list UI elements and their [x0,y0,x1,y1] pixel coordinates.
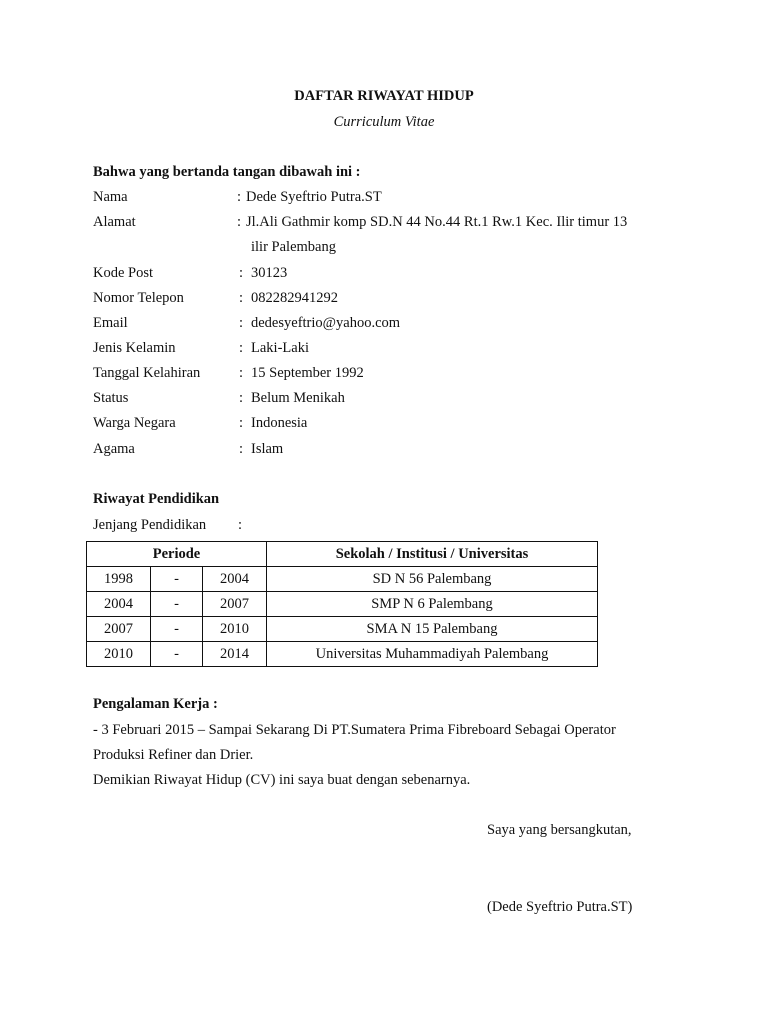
period-end: 2007 [203,592,267,617]
field-sep-nama: : [237,189,242,205]
field-sep-agama: : [239,441,244,457]
period-start: 2010 [87,642,151,667]
field-label-alamat: Alamat [93,214,136,230]
education-level-sep: : [238,517,243,533]
field-sep-email: : [239,315,244,331]
closing-statement: Demikian Riwayat Hidup (CV) ini saya buat dengan sebenarnya. [93,772,471,788]
field-value-nama: Dede Syeftrio Putra.ST [246,189,382,205]
table-row [87,642,598,667]
field-label-warga-negara: Warga Negara [93,415,176,431]
document-title: DAFTAR RIWAYAT HIDUP [294,88,474,104]
education-level-label: Jenjang Pendidikan [93,517,207,533]
signature-label: Saya yang bersangkutan, [487,822,632,838]
period-start: 2004 [87,592,151,617]
field-label-kode-post: Kode Post [93,265,154,281]
experience-line-1: - 3 Februari 2015 – Sampai Sekarang Di PT.Sumatera Prima Fibreboard Sebagai Operator [93,722,616,738]
field-label-tanggal-kelahiran: Tanggal Kelahiran [93,365,201,381]
field-value-nomor-telepon: 082282941292 [251,290,338,306]
signature-name: (Dede Syeftrio Putra.ST) [487,899,633,915]
field-value-agama: Islam [251,441,284,457]
column-header-school: Sekolah / Institusi / Universitas [267,542,598,567]
field-value-alamat-line2: ilir Palembang [251,239,336,255]
field-value-warga-negara: Indonesia [251,415,308,431]
experience-line-2: Produksi Refiner dan Drier. [93,747,254,763]
table-row [87,592,598,617]
column-header-periode: Periode [87,542,267,567]
field-label-nomor-telepon: Nomor Telepon [93,290,184,306]
education-heading: Riwayat Pendidikan [93,491,220,507]
field-label-jenis-kelamin: Jenis Kelamin [93,340,176,356]
period-dash: - [151,592,203,617]
document-subtitle: Curriculum Vitae [333,114,435,130]
field-label-email: Email [93,315,128,331]
field-sep-nomor-telepon: : [239,290,244,306]
school-name: SD N 56 Palembang [267,567,598,592]
field-sep-tanggal-kelahiran: : [239,365,244,381]
field-sep-warga-negara: : [239,415,244,431]
field-value-jenis-kelamin: Laki-Laki [251,340,309,356]
table-row [87,617,598,642]
period-end: 2010 [203,617,267,642]
experience-heading: Pengalaman Kerja : [93,696,218,712]
field-value-tanggal-kelahiran: 15 September 1992 [251,365,364,381]
period-dash: - [151,617,203,642]
education-table-header [87,542,598,567]
school-name: SMP N 6 Palembang [267,592,598,617]
period-dash: - [151,567,203,592]
field-value-email: dedesyeftrio@yahoo.com [251,315,401,331]
period-end: 2004 [203,567,267,592]
field-value-kode-post: 30123 [251,265,288,281]
field-label-status: Status [93,390,129,406]
school-name: Universitas Muhammadiyah Palembang [267,642,598,667]
field-value-status: Belum Menikah [251,390,345,406]
field-label-nama: Nama [93,189,128,205]
field-sep-status: : [239,390,244,406]
field-sep-jenis-kelamin: : [239,340,244,356]
education-table [86,541,598,667]
school-name: SMA N 15 Palembang [267,617,598,642]
period-end: 2014 [203,642,267,667]
table-row [87,567,598,592]
period-dash: - [151,642,203,667]
intro-text: Bahwa yang bertanda tangan dibawah ini : [93,164,361,180]
field-sep-kode-post: : [239,265,244,281]
period-start: 2007 [87,617,151,642]
field-label-agama: Agama [93,441,135,457]
field-sep-alamat: : [237,214,242,230]
field-value-alamat: Jl.Ali Gathmir komp SD.N 44 No.44 Rt.1 Rw.1 Kec. Ilir timur 13 [246,214,628,230]
period-start: 1998 [87,567,151,592]
